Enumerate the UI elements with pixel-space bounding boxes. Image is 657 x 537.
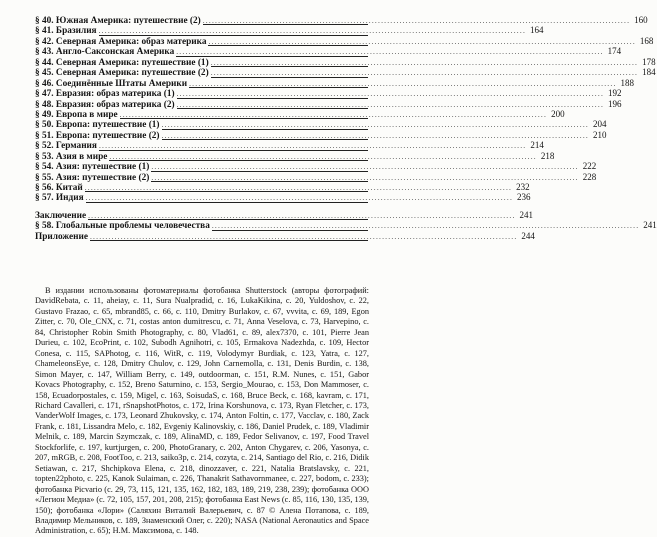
toc-entry — [35, 150, 555, 162]
toc-entry-title: § 44. Северная Америка: путешествие (1) — [35, 57, 209, 68]
toc-leader-dots: ........................................................................................................................................... — [202, 16, 631, 25]
toc-entry-title: § 43. Англо-Саксонская Америка — [35, 47, 175, 58]
toc-leader-dots: ........................................................................................................................................... — [210, 57, 639, 67]
toc-entry-page: 200 — [551, 108, 565, 119]
toc-entry-title: § 48. Евразия: образ материка (2) — [35, 99, 175, 110]
toc-leader-dots: ........................................................................................................................................... — [88, 210, 516, 220]
toc-leader-dots: ........................................................................................................................................... — [109, 151, 537, 161]
toc-entry-page: 236 — [517, 192, 531, 203]
table-of-contents — [35, 15, 657, 242]
toc-entry — [35, 171, 597, 183]
toc-entry-title: § 42. Северная Америка: образ материка — [35, 36, 207, 47]
toc-entry-title: § 40. Южная Америка: путешествие (2) — [35, 16, 201, 26]
toc-entry — [35, 220, 657, 232]
toc-leader-dots: ........................................................................................................................................... — [84, 183, 513, 192]
toc-entry-title: Заключение — [35, 210, 87, 221]
toc-entry-title: § 49. Европа в мире — [35, 109, 118, 120]
toc-leader-dots: ........................................................................................................................................... — [151, 172, 579, 182]
toc-entry-title: § 55. Азия: путешествие (2) — [35, 172, 150, 183]
toc-leader-dots: ........................................................................................................................................... — [151, 162, 579, 172]
toc-leader-dots: ........................................................................................................................................... — [189, 78, 617, 88]
toc-entry — [35, 119, 607, 131]
toc-entry-page: 168 — [639, 35, 654, 46]
toc-entry — [35, 108, 565, 120]
toc-entry — [35, 230, 535, 242]
toc-entry — [35, 209, 534, 221]
toc-entry-title: § 47. Евразия: образ материка (1) — [35, 89, 175, 100]
toc-entry-page: 218 — [540, 150, 555, 161]
toc-entry — [35, 15, 648, 26]
toc-entry-title: § 51. Европа: путешествие (2) — [35, 130, 160, 141]
toc-leader-dots: ........................................................................................................................................... — [211, 221, 640, 231]
toc-entry — [35, 67, 656, 79]
toc-leader-dots: ........................................................................................................................................... — [176, 47, 604, 57]
toc-entry-page: 188 — [620, 77, 635, 88]
toc-entry-page: 204 — [592, 119, 607, 130]
toc-entry-title: § 46. Соединённые Штаты Америки — [35, 78, 188, 89]
toc-entry-title: § 54. Азия: путешествие (1) — [35, 162, 150, 173]
toc-entry-page: 192 — [608, 88, 622, 99]
toc-leader-dots: ........................................................................................................................................... — [208, 36, 636, 46]
toc-entry-title: Приложение — [35, 231, 88, 242]
toc-entry — [35, 25, 544, 37]
toc-entry-title: § 57. Индия — [35, 193, 84, 204]
toc-entry-page: 160 — [634, 15, 648, 25]
toc-entry — [35, 192, 531, 204]
toc-entry-title: § 45. Северная Америка: путешествие (2) — [35, 68, 209, 79]
toc-entry-page: 241 — [519, 209, 534, 220]
toc-entry-page: 184 — [642, 67, 656, 78]
toc-entry — [35, 98, 622, 110]
toc-entry — [35, 182, 530, 193]
toc-entry-page: 178 — [642, 56, 656, 67]
photo-credits — [35, 286, 369, 537]
toc-leader-dots: ........................................................................................................................................... — [161, 130, 589, 140]
toc-leader-dots: ........................................................................................................................................... — [176, 99, 605, 109]
toc-entry-title: § 58. Глобальные проблемы человечества — [35, 221, 210, 232]
toc-entry-page: 232 — [516, 182, 530, 192]
toc-leader-dots: ........................................................................................................................................... — [210, 68, 639, 78]
toc-entry — [35, 46, 622, 58]
toc-gap — [35, 203, 368, 210]
photo-credits-text: В издании использованы фотоматериалы фотобанка Shutterstock (авторы фотографий: DavidRebata, с. 11, aheiay, с. 11, Sura Nualpradid, с. 16, LukaKikina, с. 20, Yuldoshov, с. 22, Gustavo Frazao, с. 65, mbrand85, с. 66, с. 110, Dmitry Burlakov, с. 67, vvvita, с. 69, 189, Egon Zitter, с. 70, Ole_CNX, с. 71, costas anton dumitrescu, с. 71, Anna Veselova, с. 73, Harvepino, с. 84, Christopher Robin Smith Photography, с. 80, Vlad61, с. 89, alex7370, с. 101, Pierre Jean Durieu, с. 102, EcoPrint, с. 102, Subodh Agnihotri, с. 105, Ermakova Nadezhda, с. 109, Hector Conesa, с. 115, SAPhotog, с. 116, WitR, с. 119, Volodymyr Burdiak, с. 123, Yatra, с. 127, ChameleonsEye, с. 128, Dmitry Chulov, с. 129, John Carnemolla, с. 131, Denis Burdin, с. 138, Simon Mayer, с. 147, William Berry, с. 149, outdoorman, с. 151, R.M. Nunes, с. 151, Gabor Kovacs Photography, с. 152, Breno Saturnino, с. 153, Sergio_Mourao, с. 153, Don Mammoser, с. 158, Ecuadorpostales, с. 159, Migel, с. 163, SoisudaS, с. 168, Bruce Beck, с. 168, kavram, с. 171, Richard Cavalleri, с. 171, rSnapshotPhotos, с. 172, Irina Korshunova, с. 173, Ryan Fletcher, с. 173, VanderWolf Images, с. 173, Leonard Zhukovsky, с. 174, Anton Foltin, с. 177, Vacclav, с. 180, Zack Frank, с. 181, Lissandra Melo, с. 182, Evgeniy Kalinovskiy, с. 186, Daniel Prudek, с. 189, Vladimir Melnik, с. 189, Marcin Szymczak, с. 189, AlinaMD, с. 189, Fedor Selivanov, с. 197, Food Travel Stockforlife, с. 197, kurtjurgen, с. 200, PhotoGranary, с. 202, Anton Chygarev, с. 206, Yasonya, с. 207, mRGB, с. 208, FootToo, с. 213, saiko3p, с. 214, cozyta, с. 214, Santiago del Rio, с. 216, Didik Setiawan, с. 217, Shchipkova Elena, с. 218, dinozzaver, с. 221, Natalia Bratslavsky, с. 221, topten22photo, с. 225, Kanok Sulaiman, с. 226, Thanakrit Sathavornmanee, с. 227, bodom, с. 233); фотобанка Picvario (с. 29, 73, 115, 121, 135, 162, 182, 183, 189, 219, 238, 239); фотобанка ООО «Легион Медиа» (с. 72, 105, 157, 201, 208, 215); фотобанка East News (с. 85, 116, 130, 135, 139, 150); фотобанка «Лори» (Саляхин Виталий Валерьевич, с. 87 © Алена Потапова, с. 189, Владимир Мельников, с. 189, Знаменский Олег, с. 220); NASA (National Aeronautics and Space Administration, с. 65); Н.М. Максимова, с. 148. — [35, 286, 369, 536]
toc-entry-title: § 41. Бразилия — [35, 26, 97, 37]
toc-entry — [35, 129, 607, 141]
toc-entry — [35, 77, 635, 89]
toc-leader-dots: ........................................................................................................................................... — [85, 193, 514, 203]
toc-entry-page: 210 — [592, 129, 607, 140]
toc-entry — [35, 161, 597, 173]
toc-leader-dots: ........................................................................................................................................... — [161, 120, 589, 130]
toc-entry-page: 164 — [530, 25, 544, 36]
toc-entry-page: 214 — [530, 140, 544, 151]
toc-entry-title: § 53. Азия в мире — [35, 151, 108, 162]
toc-entry-page: 196 — [608, 98, 622, 109]
toc-entry-page: 241 — [643, 220, 657, 231]
toc-entry-page: 174 — [607, 46, 622, 57]
toc-entry-title: § 56. Китай — [35, 183, 83, 193]
toc-entry-page: 228 — [582, 171, 597, 182]
toc-entry-title: § 52. Германия — [35, 141, 97, 152]
toc-leader-dots: ........................................................................................................................................... — [119, 109, 548, 119]
toc-leader-dots: ........................................................................................................................................... — [176, 89, 605, 99]
toc-entry-title: § 50. Европа: путешествие (1) — [35, 120, 160, 131]
toc-leader-dots: ........................................................................................................................................... — [98, 26, 527, 36]
toc-entry — [35, 140, 544, 152]
toc-entry-page: 244 — [521, 230, 535, 241]
toc-entry — [35, 88, 622, 100]
toc-leader-dots: ........................................................................................................................................... — [98, 141, 527, 151]
toc-entry-page: 222 — [582, 161, 597, 172]
toc-entry — [35, 56, 656, 68]
toc-leader-dots: ........................................................................................................................................... — [89, 231, 518, 241]
toc-entry — [35, 35, 654, 47]
